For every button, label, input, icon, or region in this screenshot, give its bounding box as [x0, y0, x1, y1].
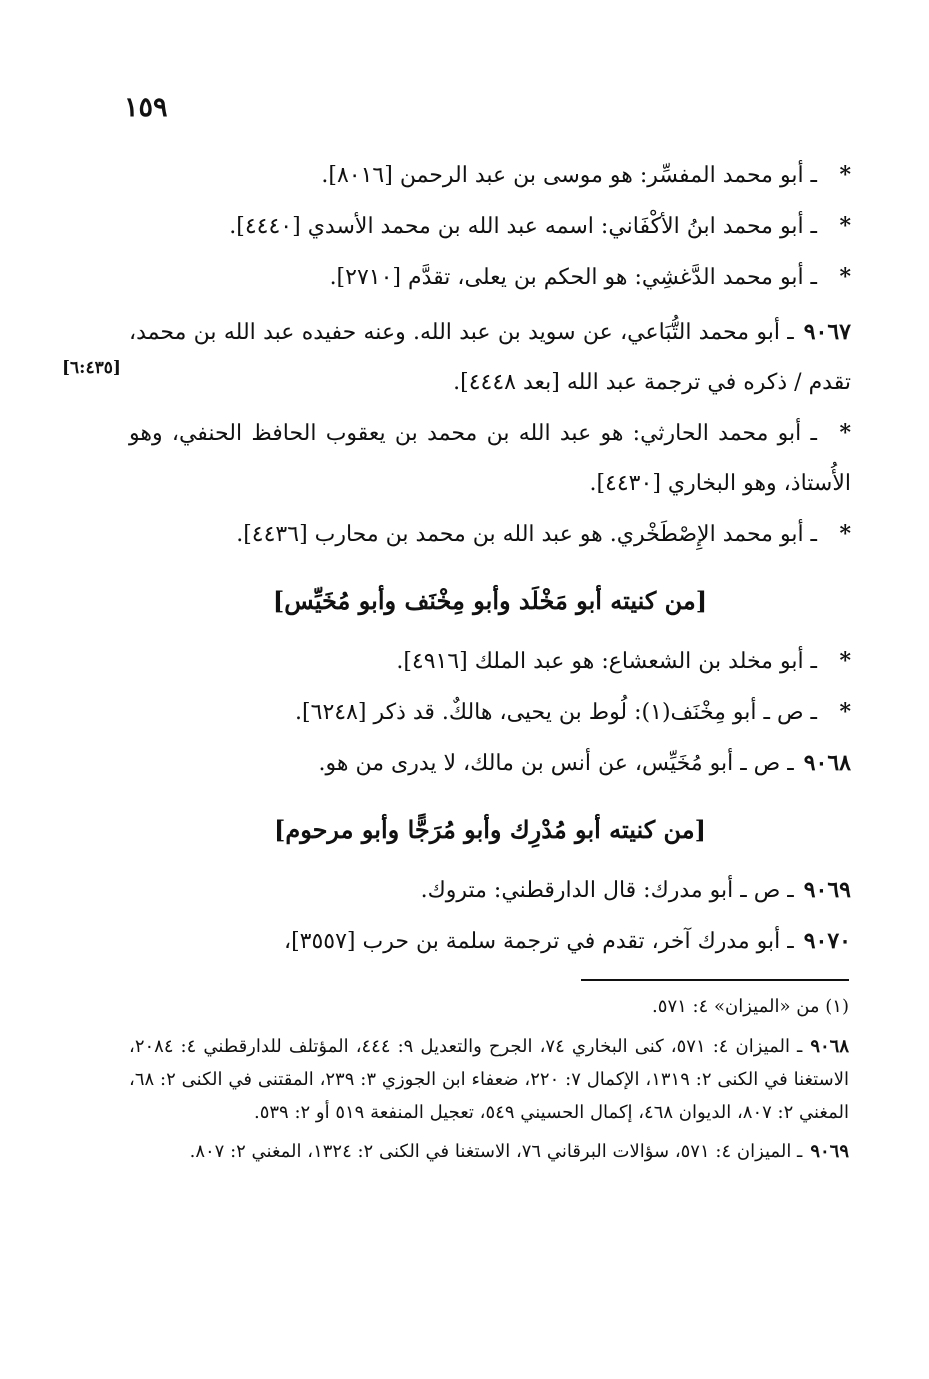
entry-marker: *	[839, 521, 851, 547]
reference-entry	[129, 1030, 849, 1129]
entry	[129, 636, 851, 687]
entry	[129, 738, 851, 789]
section-heading: [من كنيته أبو مَخْلَد وأبو مِخْنَف وأبو مُخَيِّس]	[272, 586, 708, 615]
entry-number: ٩٠٦٩	[803, 877, 851, 903]
entry-marker: *	[839, 420, 851, 446]
references	[129, 1030, 849, 1174]
entry-marker: *	[839, 648, 851, 674]
entry-number: ٩٠٦٧	[803, 319, 851, 345]
entry-text: ـ أبو محمد الحارثي: هو عبد الله بن محمد بن يعقوب الحافظ الحنفي، وهو الأُستاذ، وهو البخاري [٤٤٣٠].	[129, 421, 851, 496]
entry-text: ـ أبو مخلد بن الشعشاع: هو عبد الملك [٤٩١٦].	[396, 649, 817, 674]
entry-text: ـ أبو محمد التُّبَاعي، عن سويد بن عبد الله. وعنه حفيده عبد الله بن محمد، تقدم / ذكره في ترجمة عبد الله [بعد ٤٤٤٨].	[129, 320, 851, 395]
entry-text: ـ أبو محمد ابنُ الأكْفَاني: اسمه عبد الله بن محمد الأسدي [٤٤٤٠].	[229, 214, 817, 239]
reference-entry	[129, 1135, 849, 1168]
entry-text: ـ أبو محمد المفسِّر: هو موسى بن عبد الرحمن [٨٠١٦].	[321, 163, 817, 188]
entry	[129, 865, 851, 916]
entry	[129, 201, 851, 252]
entry	[129, 150, 851, 201]
reference-number: ٩٠٦٩	[810, 1141, 849, 1162]
reference-text: ـ الميزان ٤: ٥٧١، سؤالات البرقاني ٧٦، الاستغنا في الكنى ٢: ١٣٢٤، المغني ٢: ٨٠٧.	[189, 1141, 803, 1162]
footnote-separator	[581, 979, 849, 981]
main-text	[129, 150, 851, 967]
entry-text: ـ أبو مدرك آخر، تقدم في ترجمة سلمة بن حرب [٣٥٥٧]،	[283, 929, 794, 954]
entry	[129, 307, 851, 408]
page-number: ١٥٩	[124, 92, 168, 123]
entry-marker: *	[839, 213, 851, 239]
reference-number: ٩٠٦٨	[810, 1036, 850, 1057]
entry-text: ـ أبو محمد الإِصْطَخْري. هو عبد الله بن محمد بن محارب [٤٤٣٦].	[236, 522, 817, 547]
entry-marker: *	[839, 162, 851, 188]
entry-marker: *	[839, 699, 851, 725]
entry-text: ـ أبو محمد الدَّغشِي: هو الحكم بن يعلى، تقدَّم [٢٧١٠].	[329, 265, 817, 290]
entry	[129, 252, 851, 303]
entry	[129, 408, 851, 509]
entry-number: ٩٠٦٨	[803, 750, 851, 776]
entry	[129, 687, 851, 738]
entry-text: ـ ص ـ أبو مدرك: قال الدارقطني: متروك.	[420, 878, 794, 903]
entry-number: ٩٠٧٠	[803, 928, 851, 954]
entry	[129, 916, 851, 967]
footnote: (١) من «الميزان» ٤: ٥٧١.	[652, 996, 849, 1017]
margin-note: [٦:٤٣٥]	[62, 358, 121, 378]
entry-text: ـ ص ـ أبو مِخْنَف(١): لُوط بن يحيى، هالكٌ. قد ذكر [٦٢٤٨].	[295, 700, 817, 725]
footnotes	[129, 990, 849, 1028]
entry	[129, 509, 851, 560]
entry-marker: *	[839, 264, 851, 290]
entry-text: ـ ص ـ أبو مُخَيِّس، عن أنس بن مالك، لا يدرى من هو.	[318, 751, 794, 776]
reference-text: ـ الميزان ٤: ٥٧١، كنى البخاري ٧٤، الجرح والتعديل ٩: ٤٤٤، المؤتلف للدارقطني ٤: ٢٠٨٤، الاستغنا في الكنى ٢: ١٣١٩، الإكمال ٧: ٢٢٠، ضعفاء ابن الجوزي ٣: ٢٣٩، المقتنى في الكنى ٢: ٦٨، المغني ٢: ٨٠٧، الديوان ٤٦٨، إكمال الحسيني ٥٤٩، تعجيل المنفعة ٥١٩ أو ٢: ٥٣٩.	[129, 1036, 849, 1123]
section-heading: [من كنيته أبو مُدْرِك وأبو مُرَجًّا وأبو مرحوم]	[273, 815, 707, 844]
